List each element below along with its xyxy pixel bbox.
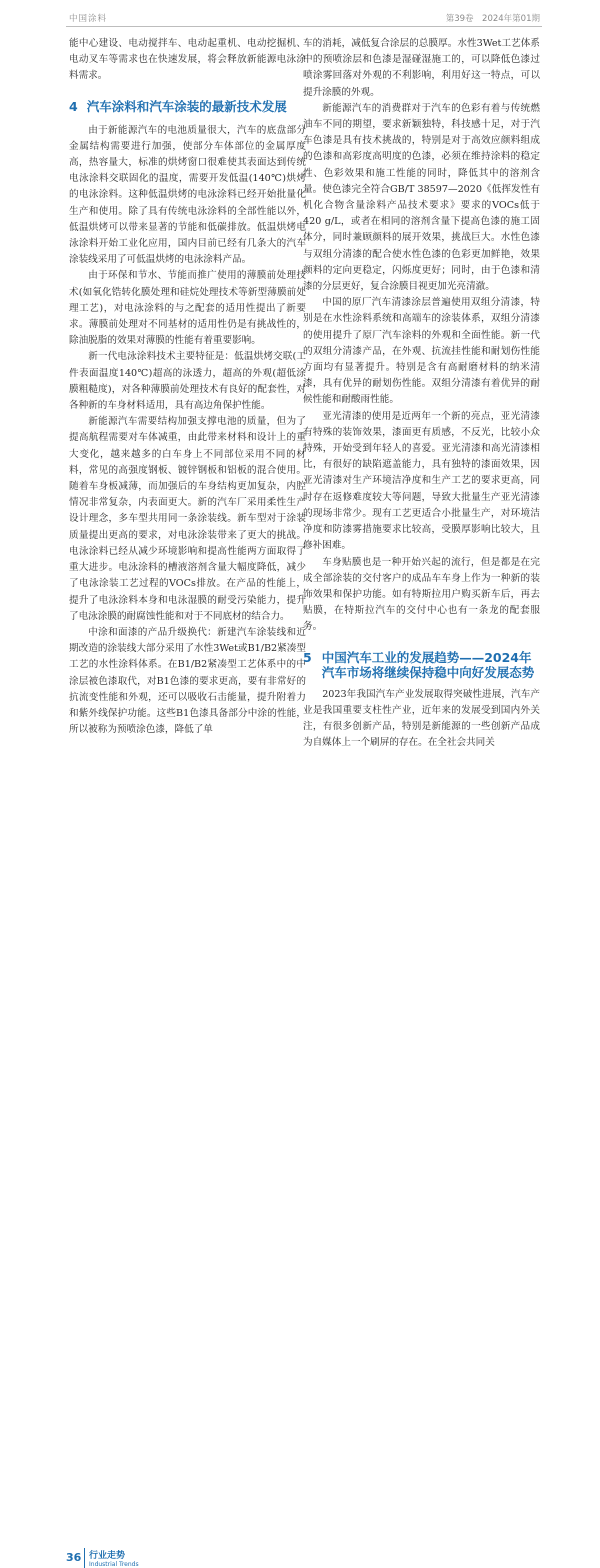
paragraph: 由于新能源汽车的电池质量很大，汽车的底盘部分金属结构需要进行加强，使部分车体部位的金属厚度高，热容量大，标准的烘烤窗口很难使其表面达到传统电泳涂料交联固化的温度，需要开发低温(140℃)烘烤的电泳涂料。这种低温烘烤的电泳涂料已经开始批量化生产和使用。除了具有传统电泳涂料的全部性能以外，低温烘烤可以带来显著的节能和低碳排放。低温烘烤电泳涂料开始工业化应用，国内目前已经有几条大的汽车涂装线采用了可低温烘烤的电泳涂料产品。	[69, 124, 306, 266]
paragraph: 新能源汽车需要结构加强支撑电池的质量，但为了提高航程需要对车体减重，由此带来材料和设计上的重大变化，越来越多的白车身上不同部位采用不同的材料，常见的高强度钢板、镀锌钢板和铝板的混合使用。随着车身板减薄，而加强后的车身结构更加复杂，内腔情况非常复杂，内表面更大。新的汽车厂采用柔性生产设计理念，多车型共用同一条涂装线。新车型对于涂装质量提出更高的要求，对电泳涂装带来了更大的挑战。电泳涂料已经从减少环境影响和提高性能两方面取得了重大进步。电泳涂料的槽液溶剂含量大幅度降低，减少了电泳涂装工艺过程的VOCs排放。在产品的性能上，提升了电泳涂料本身和电泳湿膜的耐受污染能力，提升了电泳涂膜的耐腐蚀性能和对于不同底材的结合力。	[69, 416, 306, 622]
section-label: 行业走势	[89, 1551, 126, 1561]
page-header	[0, 0, 600, 30]
section-number: 5	[303, 649, 312, 665]
left-column	[69, 36, 306, 738]
paragraph: 中涂和面漆的产品升级换代：新建汽车涂装线和近期改造的涂装线大部分采用了水性3Wet或B1/B2紧凑型工艺的水性涂料体系。在B1/B2紧凑型工艺体系中的中涂层被色漆取代，对B1色漆的要求更高，要有非常好的抗流变性能和外观，还可以吸收石击能量，提升附着力和紫外线保护功能。这些B1色漆具备部分中涂的性能，所以被称为预喷涂色漆，降低了单	[69, 626, 306, 736]
section-label-en: Industrial Trends	[89, 1561, 139, 1568]
section-title: 中国汽车工业的发展趋势——2024年汽车市场将继续保持稳中向好发展态势	[321, 649, 535, 681]
journal-name: 中国涂料	[69, 14, 108, 24]
paragraph: 中国的原厂汽车清漆涂层普遍使用双组分清漆，特别是在水性涂料系统和高端车的涂装体系，双组分清漆的使用提升了原厂汽车涂料的外观和全面性能。新一代的双组分清漆产品，在外观、抗流挂性能和耐划伤性能方面均有显著提升。特别是含有高耐磨材料的纳米清漆，具有优异的耐划伤性能。双组分清漆有着优异的耐候性能和耐酸雨性能。	[303, 297, 540, 406]
header-divider	[66, 26, 542, 27]
paragraph: 亚光清漆的使用是近两年一个新的亮点，亚光清漆有特殊的装饰效果，漆面更有质感，不反光，比较小众特殊，开始受到年轻人的喜爱。亚光清漆和高光清漆相比，有很好的缺陷遮盖能力，具有独特的漆面效果，因亚光清漆对生产环境洁净度和生产工艺的要求更高，同时存在返修难度较大等问题，导致大批量生产亚光清漆的现场非常少。现有工艺更适合小批量生产，对环境洁净度和防漆雾措施要求比较高，受膜厚影响比较大，且修补困难。	[303, 410, 540, 552]
section-number: 4	[69, 98, 78, 114]
footer-divider	[84, 1548, 85, 1568]
section-heading-5	[303, 650, 540, 681]
page-number: 36	[66, 1551, 82, 1564]
paragraph: 2023年我国汽车产业发展取得突破性进展，汽车产业是我国重要支柱性产业，近年来的发展受到国内外关注，有很多创新产品，特别是新能源的一些创新产品成为自媒体上一个刷屏的存在。在全社会共同关	[303, 688, 540, 749]
paragraph: 新一代电泳涂料技术主要特征是：低温烘烤交联(工件表面温度140℃)超高的泳透力，超高的外观(超低涂膜粗糙度)，对各种薄膜前处理技术有良好的配套性，对各种新的车身材料适用，具有高边角保护性能。	[69, 351, 306, 412]
paragraph: 能中心建设、电动搅拌车、电动起重机、电动挖掘机、电动叉车等需求也在快速发展，将会释放新能源电泳涂料需求。	[69, 38, 306, 82]
paragraph: 由于环保和节水、节能而推广使用的薄膜前处理技术(如氧化锆转化膜处理和硅烷处理技术等新型薄膜前处理工艺)，对电泳涂料的与之配套的适用性提出了新要求。薄膜前处理对不同基材的适用性仍是有挑战性的，除油脱脂的效果对薄膜的性能有着重要影响。	[69, 270, 306, 347]
paragraph: 车身贴膜也是一种开始兴起的流行，但是都是在完成全部涂装的交付客户的成品车车身上作为一种新的装饰效果和保护功能。如有特斯拉用户购买新车后，再去贴膜，在特斯拉汽车的交付中心也有一条龙的配套服务。	[303, 556, 540, 633]
paragraph: 新能源汽车的消费群对于汽车的色彩有着与传统燃油车不同的期望，要求新颖独特，科技感十足，对于汽车色漆是具有技术挑战的，特别是对于高效应颜料组成的色漆和高彩度高明度的色漆，必须在维持涂料的稳定性、色彩效果和施工性能的同时，降低其中的溶剂含量。使色漆完全符合GB/T 38597—2020《低挥发性有机化合物含量涂料产品技术要求》要求的VOCs低于420 g/L，或者在相同的溶剂含量下提高色漆的施工固体分，同时兼顾颜料的展开效果，挑战巨大。水性色漆与双组分清漆的配合使水性色漆的色彩更加鲜艳，效果颜料的定向更稳定，闪烁度更好；同时，由于色漆和清漆的分层更好，复合涂膜目视更加光亮清澈。	[303, 102, 540, 293]
paragraph: 车的消耗，减低复合涂层的总膜厚。水性3Wet工艺体系中的预喷涂层和色漆是湿碰湿施工的，可以降低色漆过喷涂雾回落对外观的不利影响，利用好这一特点，可以提升涂膜的外观。	[303, 38, 540, 98]
issue-info: 第39卷 2024年第01期	[445, 14, 540, 24]
right-column	[303, 36, 540, 751]
section-heading-4	[69, 99, 306, 115]
section-title: 汽车涂料和汽车涂装的最新技术发展	[86, 98, 287, 114]
page-footer	[0, 765, 600, 1568]
